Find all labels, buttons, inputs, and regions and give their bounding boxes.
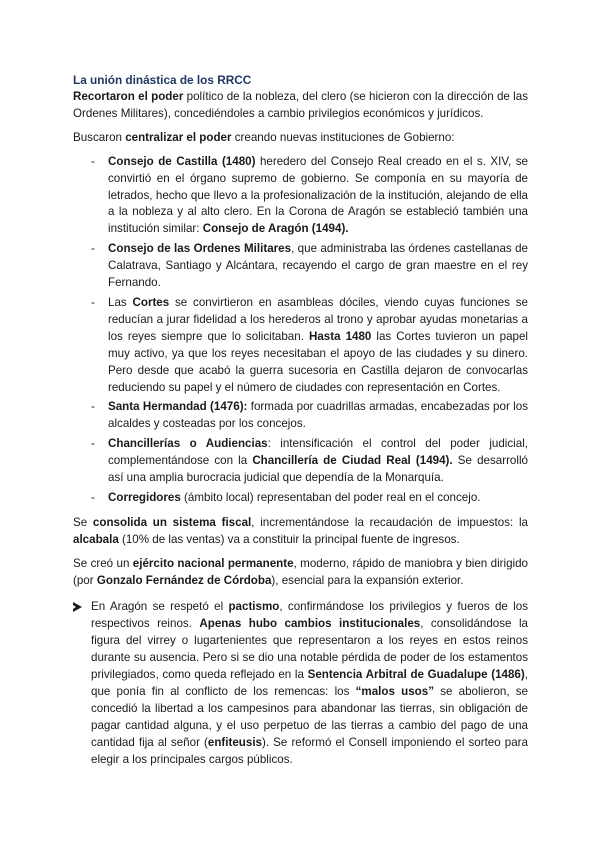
dash-bullet: - xyxy=(91,295,95,309)
text: , que ponía fin al conflicto de los remencas: los xyxy=(91,668,528,698)
bold-text: Hasta 1480 xyxy=(308,329,372,343)
document-content xyxy=(73,72,528,769)
dash-bullet: - xyxy=(91,437,95,451)
text: heredero del Consejo Real creado en el s. XIV, se convirtió en el órgano supremo de gobierno. Se componía en su mayoría de letrados, hecho que llevo a la profesionalización de la institución, alejando de ella a la nobleza y al alto clero. En la Corona de Aragón se estableció también una institución similar: xyxy=(108,154,529,236)
text: creando nuevas instituciones de Gobierno: xyxy=(231,130,455,144)
text: ). Se reformó el Consell imponiendo el sorteo para elegir a los principales cargos públicos. xyxy=(91,735,528,766)
bold-text: centralizar el poder xyxy=(125,130,232,144)
bold-text: Apenas hubo cambios institucionales xyxy=(199,617,421,631)
list-item-cortes xyxy=(73,295,528,396)
arrow-item-aragon xyxy=(73,599,528,768)
bold-text: pactismo xyxy=(228,600,280,614)
bold-text: Recortaron el poder xyxy=(73,90,184,103)
bold-text: Consejo de Aragón (1494). xyxy=(202,222,349,236)
text: ), esencial para la expansión exterior. xyxy=(271,573,464,587)
bold-text: ejército nacional permanente xyxy=(132,556,294,570)
institutions-list xyxy=(73,154,528,507)
text: político de la nobleza, del clero (se hicieron con la dirección de las Ordenes Militares), concediéndoles a cambio privilegios económicos y jurídicos. xyxy=(73,90,528,120)
paragraph-ejercito xyxy=(73,556,528,590)
bold-text: consolida un sistema fiscal xyxy=(92,515,252,529)
paragraph-intro xyxy=(73,89,528,123)
dash-bullet: - xyxy=(91,490,95,504)
text: se abolieron, se concedió la libertad a los campesinos para abandonar las tierras, sin obligación de pagar cantidad alguna, y el uso perpetuo de las tierras a cambio del pago de una cantidad fija al señor ( xyxy=(91,685,529,749)
list-item-corregidores xyxy=(73,490,528,507)
text: Se desarrolló así una amplia burocracia judicial que dependía de la Monarquía. xyxy=(108,454,528,485)
text: formada por cuadrillas armadas, encabezadas por los alcaldes y costeadas por los concejos. xyxy=(108,400,528,431)
section-title: La unión dinástica de los RRCC xyxy=(73,73,252,87)
text: , que administraba las órdenes castellanas de Calatrava, Santiago y Alcántara, recayendo el cargo de gran maestre en el rey Fernando. xyxy=(108,242,529,290)
text: , consolidándose la figura del virrey o lugartenientes que representaron a los reyes en estos reinos durante su ausencia. Pero si se dio una notable pérdida de poder de los estamentos privilegiados, como queda reflejado en la xyxy=(91,617,528,682)
paragraph-centralizar xyxy=(73,130,528,147)
bold-text: Santa Hermandad (1476): xyxy=(108,400,248,414)
text: (10% de las ventas) va a constituir la principal fuente de ingresos. xyxy=(118,532,460,546)
text: , incrementándose la recaudación de impuestos: la xyxy=(251,515,528,529)
text: (ámbito local) representaban del poder real en el concejo. xyxy=(180,490,481,504)
arrow-bullet-icon xyxy=(73,602,82,612)
bold-text: enfiteusis xyxy=(207,735,263,749)
text: Buscaron xyxy=(73,130,126,144)
dash-bullet: - xyxy=(91,154,95,168)
list-item-consejo-castilla xyxy=(73,154,528,239)
bold-text: Consejo de las Ordenes Militares xyxy=(108,242,292,256)
text: , confirmándose los privilegios y fueros de los respectivos reinos. xyxy=(91,600,528,631)
bold-text: Sentencia Arbitral de Guadalupe (1486) xyxy=(307,668,525,682)
text: Se creó un xyxy=(73,556,133,570)
text: Se xyxy=(73,515,93,529)
bold-text: Cortes xyxy=(132,295,170,309)
text: se convirtieron en asambleas dóciles, viendo cuyas funciones se reducían a jurar fidelidad a los herederos al trono y aprobar ayudas monetarias a los reyes siempre que lo solicitaban. xyxy=(108,295,528,343)
text: Las xyxy=(108,295,133,309)
list-item-chancillerias xyxy=(73,436,528,487)
bold-text: Chancillerías o Audiencias xyxy=(108,437,268,451)
text: En Aragón se respetó el xyxy=(91,600,229,614)
bold-text: alcabala xyxy=(73,532,119,546)
list-item-consejo-ordenes xyxy=(73,241,528,292)
bold-text: Consejo de Castilla (1480) xyxy=(108,154,256,168)
list-item-santa-hermandad xyxy=(73,399,528,433)
bold-text: Chancillería de Ciudad Real (1494). xyxy=(252,454,453,468)
dash-bullet: - xyxy=(91,400,95,414)
text: las Cortes tuvieron un papel muy activo, ya que los reyes necesitaban el apoyo de las ciudades y su dinero. Pero desde que acabó la guerra sucesoria en Castilla dejaron de convocarlas reduciendo su papel y el número de ciudades con representación en Cortes. xyxy=(108,329,529,394)
paragraph-fiscal xyxy=(73,515,528,549)
bold-text: Corregidores xyxy=(108,490,181,504)
bold-text: Gonzalo Fernández de Córdoba xyxy=(96,573,272,587)
bold-text: “malos usos” xyxy=(355,685,434,698)
text: , moderno, rápido de maniobra y bien dirigido (por xyxy=(73,556,529,587)
dash-bullet: - xyxy=(91,242,95,256)
text: : intensificación el control del poder judicial, complementándose con la xyxy=(108,437,528,468)
